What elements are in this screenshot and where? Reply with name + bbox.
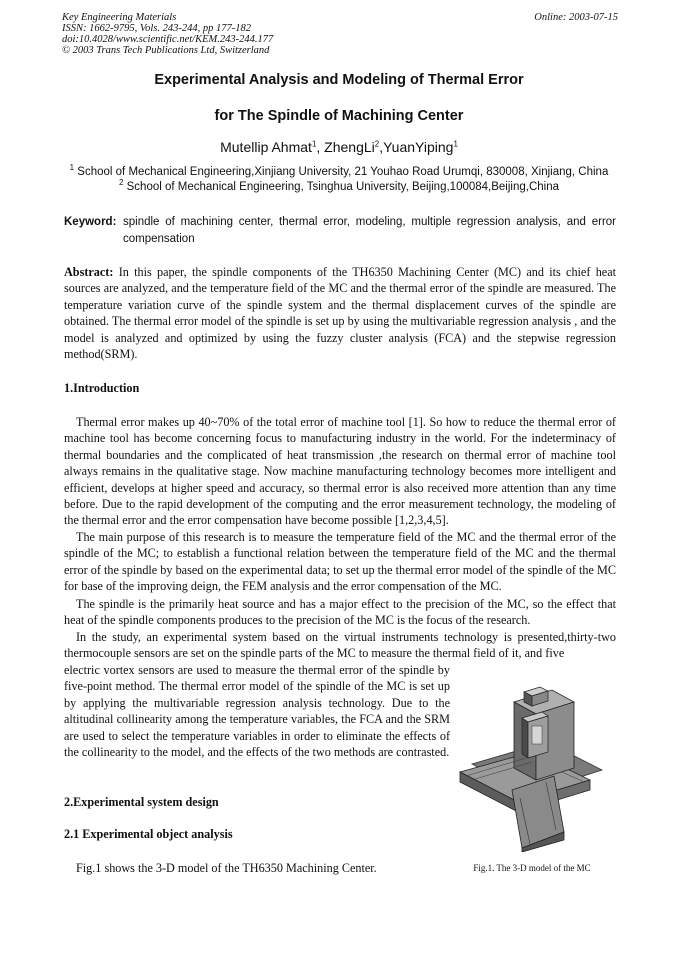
journal-name: Key Engineering Materials [62, 12, 177, 23]
intro-paragraph-1: Thermal error makes up 40~70% of the total error of machine tool [1]. So how to reduce the thermal error of machine tool has become concerning focus to manufacturing industry in the world. For the indeterminacy of thermal boundaries and the complicated of heat transmission ,the research on thermal error of machine tool always remains in the qualitative stage. Now machine manufacturing technology becomes more intelligent and efficient, develops at higher speed and accuracy, so thermal error is also received more attention than any time before. Due to the rapid development of the computing and the error measurement technology, the modeling of the thermal error and the error compensation have become possible [1,2,3,4,5]. [64, 415, 616, 528]
author-1-affil: 1 [311, 139, 317, 149]
affiliation-1-text: School of Mechanical Engineering,Xinjiang University, 21 Youhao Road Urumqi, 830008, Xinjiang, China [77, 166, 609, 178]
abstract [64, 264, 616, 362]
author-2-affil: 2 [374, 139, 380, 149]
keywords-text: spindle of machining center, thermal error, modeling, multiple regression analysis, and error compensation [123, 216, 616, 245]
affiliation-2-text: School of Mechanical Engineering, Tsinghua University, Beijing,100084,Beijing,China [126, 181, 560, 193]
online-date: Online: 2003-07-15 [534, 12, 618, 23]
copyright-line: © 2003 Trans Tech Publications Ltd, Switzerland [62, 45, 270, 56]
intro-paragraph-4a: In the study, an experimental system based on the virtual instruments technology is presented,thirty-two thermocouple sensors are set on the spindle parts of the MC to measure the thermal field of it, and five [64, 630, 616, 661]
author-2: , ZhengLi [316, 139, 375, 155]
journal-header [62, 12, 618, 56]
paper-title-line2: for The Spindle of Machining Center [214, 108, 464, 124]
paper-title-line1: Experimental Analysis and Modeling of Thermal Error [154, 72, 524, 88]
affiliation-1 [0, 163, 678, 178]
author-1: Mutellip Ahmat [220, 139, 312, 155]
affiliation-2-mark: 2 [118, 178, 124, 188]
issn-line: ISSN: 1662-9795, Vols. 243-244, pp 177-182 [62, 23, 251, 34]
author-3-affil: 1 [453, 139, 458, 149]
keywords-label: Keyword: [64, 216, 117, 228]
section-heading-experimental-design: 2.Experimental system design [64, 795, 219, 809]
doi-line: doi:10.4028/www.scientific.net/KEM.243-244.177 [62, 34, 274, 45]
author-3: ,YuanYiping [379, 139, 454, 155]
intro-paragraph-3: The spindle is the primarily heat source and has a major effect to the precision of the MC, so the effect that heat of the spindle components produces to the precision of the MC is the focus of the research. [64, 597, 616, 628]
machining-center-illustration [452, 672, 612, 852]
abstract-text: In this paper, the spindle components of the TH6350 Machining Center (MC) and its chief heat sources are analyzed, and the temperature field of the MC and the thermal error of the spindle are measured. The temperature variation curve of the spindle system and the thermal displacement curves of the spindle are obtained. The thermal error model of the spindle is set up by using the multivariable regression analysis , and the model is analyzed and optimized by using the fuzzy cluster analysis (FCA) and the stepwise regression method(SRM). [64, 265, 616, 362]
figure-caption: Fig.1. The 3-D model of the MC [473, 863, 591, 873]
affiliation-2 [0, 178, 678, 193]
figure-machining-center-model [452, 672, 612, 852]
keywords-block [64, 214, 616, 248]
subsection-heading-object-analysis: 2.1 Experimental object analysis [64, 827, 233, 841]
section2-paragraph-1: Fig.1 shows the 3-D model of the TH6350 Machining Center. [76, 861, 377, 875]
abstract-label: Abstract: [64, 265, 114, 279]
section-heading-introduction: 1.Introduction [64, 381, 140, 395]
affiliation-1-mark: 1 [69, 163, 75, 173]
author-list [0, 139, 678, 155]
intro-paragraph-4b: electric vortex sensors are used to measure the thermal error of the spindle by five-point method. The thermal error model of the spindle of the MC is set up by applying the multivariable regression analysis technology. Due to the altitudinal collinearity among the temperature variables, the FCA and the SRM are used to select the temperature variables in order to eliminate the effects of the collinearity to the model, and the effects of the two methods are contrasted. [64, 663, 450, 760]
intro-paragraph-2: The main purpose of this research is to measure the temperature field of the MC and the thermal error of the spindle of the MC; to establish a functional relation between the temperature field of the MC and the thermal error of the spindle by based on the experimental data; to set up the thermal error model of the spindle of the MC for base of the improving deign, the FEM analysis and the error compensation of the MC. [64, 530, 616, 594]
